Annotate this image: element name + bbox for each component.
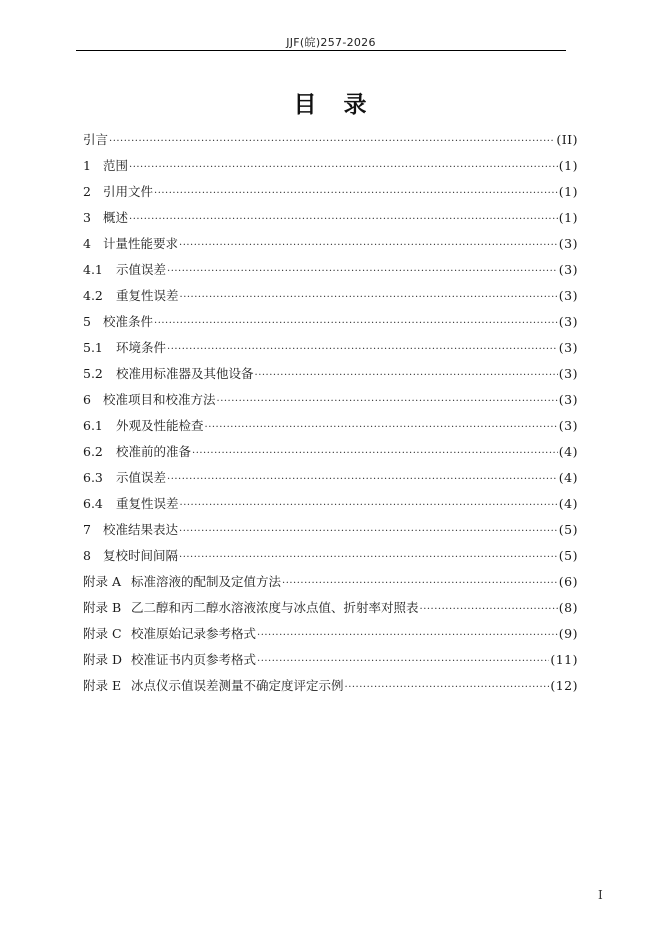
toc-entry-title: 冰点仪示值误差测量不确定度评定示例 xyxy=(131,678,344,693)
toc-leader-dots xyxy=(154,184,558,204)
toc-entry-label xyxy=(83,572,281,592)
toc-entry-number: 附录 D xyxy=(83,652,122,667)
toc-entry-number: 附录 A xyxy=(83,574,122,589)
toc-entry-4-2[interactable] xyxy=(83,286,578,312)
toc-leader-dots xyxy=(179,522,558,542)
toc-entry-label xyxy=(83,234,178,254)
toc-leader-dots xyxy=(345,678,550,698)
toc-entry-appendix-a[interactable] xyxy=(83,572,578,598)
toc-entry-title: 标准溶液的配制及定值方法 xyxy=(131,574,282,589)
toc-page-number: (9) xyxy=(558,626,578,641)
toc-leader-dots xyxy=(205,418,558,438)
toc-page-number: (4) xyxy=(558,444,578,459)
toc-leader-dots xyxy=(167,340,558,360)
toc-page-number: (3) xyxy=(558,366,578,381)
toc-entry-title: 引言 xyxy=(83,132,109,147)
toc-entry-7[interactable] xyxy=(83,520,578,546)
toc-entry-5[interactable] xyxy=(83,312,578,338)
toc-page-number: (5) xyxy=(558,522,578,537)
toc-entry-label xyxy=(83,598,419,618)
toc-leader-dots xyxy=(129,210,558,230)
toc-leader-dots xyxy=(154,314,558,334)
toc-entry-title: 引用文件 xyxy=(103,184,154,199)
toc-entry-title: 外观及性能检查 xyxy=(116,418,204,433)
toc-leader-dots xyxy=(257,652,549,672)
toc-entry-label xyxy=(83,650,256,670)
toc-entry-label xyxy=(83,494,179,514)
toc-entry-title: 环境条件 xyxy=(116,340,167,355)
toc-entry-5-2[interactable] xyxy=(83,364,578,390)
toc-leader-dots xyxy=(217,392,558,412)
toc-entry-number: 6.1 xyxy=(83,418,103,433)
toc-entry-title: 范围 xyxy=(103,158,129,173)
toc-page-number: (11) xyxy=(550,652,578,667)
toc-entry-title: 校准结果表达 xyxy=(103,522,179,537)
toc-entry-label xyxy=(83,260,166,280)
toc-entry-4-1[interactable] xyxy=(83,260,578,286)
toc-entry-5-1[interactable] xyxy=(83,338,578,364)
toc-entry-appendix-e[interactable] xyxy=(83,676,578,702)
toc-leader-dots xyxy=(167,262,558,282)
toc-page-number: (II) xyxy=(556,132,578,147)
toc-entry-foreword[interactable] xyxy=(83,130,578,156)
toc-page-number: (12) xyxy=(550,678,578,693)
toc-entry-title: 重复性误差 xyxy=(116,496,179,511)
toc-entry-label xyxy=(83,416,204,436)
toc-leader-dots xyxy=(180,496,558,516)
toc-entry-title: 校准证书内页参考格式 xyxy=(131,652,257,667)
toc-leader-dots xyxy=(255,366,558,386)
toc-page-number: (4) xyxy=(558,496,578,511)
toc-leader-dots xyxy=(180,288,558,308)
toc-entry-title: 校准前的准备 xyxy=(116,444,192,459)
toc-entry-number: 6.2 xyxy=(83,444,103,459)
toc-entry-number: 5 xyxy=(83,314,91,329)
toc-page-number: (4) xyxy=(558,470,578,485)
toc-entry-title: 校准项目和校准方法 xyxy=(103,392,216,407)
header-divider xyxy=(76,50,566,51)
toc-entry-1[interactable] xyxy=(83,156,578,182)
toc-entry-number: 4.1 xyxy=(83,262,103,277)
toc-page-number: (3) xyxy=(558,288,578,303)
toc-entry-label xyxy=(83,676,344,696)
toc-leader-dots xyxy=(129,158,558,178)
toc-page-number: (3) xyxy=(558,392,578,407)
toc-entry-label xyxy=(83,546,178,566)
toc-entry-8[interactable] xyxy=(83,546,578,572)
toc-entry-6-3[interactable] xyxy=(83,468,578,494)
toc-leader-dots xyxy=(109,132,555,152)
toc-entry-number: 6.3 xyxy=(83,470,103,485)
toc-entry-appendix-c[interactable] xyxy=(83,624,578,650)
toc-entry-appendix-b[interactable] xyxy=(83,598,578,624)
toc-page-number: (1) xyxy=(558,158,578,173)
toc-entry-title: 校准用标准器及其他设备 xyxy=(116,366,254,381)
toc-entry-number: 2 xyxy=(83,184,91,199)
toc-entry-2[interactable] xyxy=(83,182,578,208)
toc-page-number: (6) xyxy=(558,574,578,589)
toc-entry-label xyxy=(83,338,166,358)
toc-entry-6-1[interactable] xyxy=(83,416,578,442)
toc-entry-label xyxy=(83,312,153,332)
toc-entry-title: 示值误差 xyxy=(116,470,167,485)
toc-entry-3[interactable] xyxy=(83,208,578,234)
toc-entry-label xyxy=(83,130,108,150)
toc-entry-title: 重复性误差 xyxy=(116,288,179,303)
toc-entry-label xyxy=(83,520,178,540)
toc-entry-title: 复校时间间隔 xyxy=(103,548,179,563)
toc-entry-number: 4 xyxy=(83,236,91,251)
toc-page-number: (5) xyxy=(558,548,578,563)
toc-entry-6-4[interactable] xyxy=(83,494,578,520)
toc-leader-dots xyxy=(179,236,558,256)
toc-page-number: (3) xyxy=(558,418,578,433)
toc-leader-dots xyxy=(282,574,558,594)
toc-entry-number: 附录 E xyxy=(83,678,122,693)
toc-leader-dots xyxy=(257,626,558,646)
table-of-contents xyxy=(83,130,578,702)
toc-entry-number: 附录 B xyxy=(83,600,122,615)
toc-entry-title: 概述 xyxy=(103,210,129,225)
toc-entry-6-2[interactable] xyxy=(83,442,578,468)
toc-page-number: (1) xyxy=(558,210,578,225)
toc-entry-number: 6 xyxy=(83,392,91,407)
page-title: 目 录 xyxy=(293,92,369,118)
toc-entry-number: 6.4 xyxy=(83,496,103,511)
document-code-header: JJF(皖)257-2026 xyxy=(286,36,376,49)
toc-page-number: (8) xyxy=(558,600,578,615)
toc-entry-label xyxy=(83,182,153,202)
toc-entry-number: 5.2 xyxy=(83,366,103,381)
toc-entry-title: 示值误差 xyxy=(116,262,167,277)
toc-entry-number: 7 xyxy=(83,522,91,537)
toc-entry-label xyxy=(83,624,256,644)
toc-entry-number: 5.1 xyxy=(83,340,103,355)
toc-leader-dots xyxy=(179,548,558,568)
toc-entry-title: 计量性能要求 xyxy=(103,236,179,251)
toc-entry-title: 校准原始记录参考格式 xyxy=(131,626,257,641)
toc-leader-dots xyxy=(192,444,558,464)
toc-entry-label xyxy=(83,390,216,410)
toc-leader-dots xyxy=(420,600,558,620)
toc-entry-6[interactable] xyxy=(83,390,578,416)
toc-entry-4[interactable] xyxy=(83,234,578,260)
toc-entry-label xyxy=(83,156,128,176)
toc-page-number: (3) xyxy=(558,314,578,329)
toc-entry-number: 8 xyxy=(83,548,91,563)
toc-entry-label xyxy=(83,208,128,228)
toc-entry-label xyxy=(83,468,166,488)
toc-page-number: (3) xyxy=(558,262,578,277)
toc-entry-number: 4.2 xyxy=(83,288,103,303)
toc-entry-label xyxy=(83,442,191,462)
toc-leader-dots xyxy=(167,470,558,490)
toc-page-number: (3) xyxy=(558,236,578,251)
toc-entry-label xyxy=(83,364,254,384)
toc-entry-number: 3 xyxy=(83,210,91,225)
toc-entry-number: 1 xyxy=(83,158,91,173)
toc-page-number: (3) xyxy=(558,340,578,355)
toc-entry-title: 校准条件 xyxy=(103,314,154,329)
toc-entry-appendix-d[interactable] xyxy=(83,650,578,676)
toc-page-number: (1) xyxy=(558,184,578,199)
toc-entry-title: 乙二醇和丙二醇水溶液浓度与冰点值、折射率对照表 xyxy=(131,600,419,615)
toc-entry-number: 附录 C xyxy=(83,626,122,641)
page-folio-number: I xyxy=(598,888,603,902)
toc-entry-label xyxy=(83,286,179,306)
